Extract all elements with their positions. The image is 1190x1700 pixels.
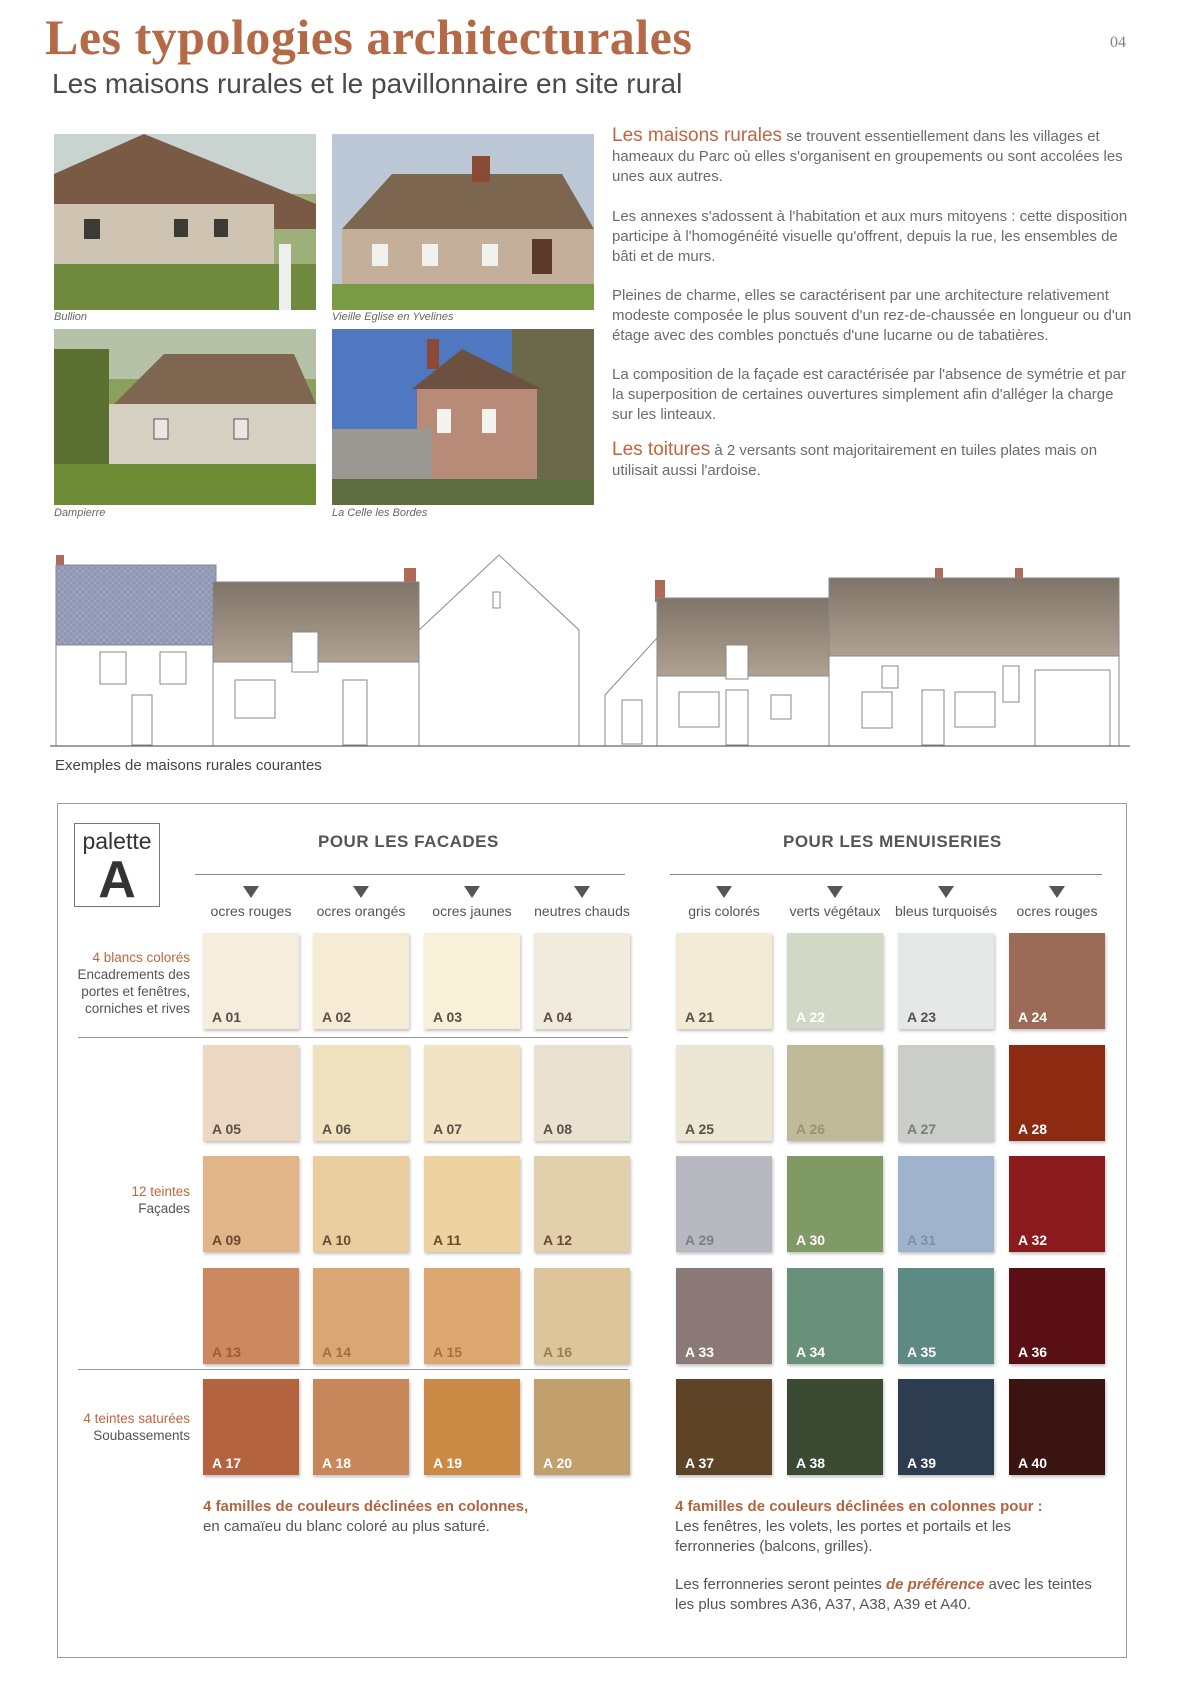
- color-swatch[interactable]: [1009, 933, 1105, 1029]
- column-header: bleus turquoisés: [895, 903, 997, 919]
- column-arrow-icon: [1049, 886, 1065, 898]
- swatch-code: A 20: [543, 1455, 573, 1471]
- column-header: ocres jaunes: [432, 903, 512, 919]
- column-header: neutres chauds: [534, 903, 630, 919]
- paragraph-text: à 2 versants sont majoritairement en tuiles plates mais on utilisait aussi l'ardoise.: [612, 442, 1098, 479]
- color-swatch[interactable]: [787, 933, 883, 1029]
- color-swatch[interactable]: [424, 933, 520, 1029]
- swatch-code: A 09: [212, 1232, 242, 1248]
- swatch-code: A 10: [322, 1232, 352, 1248]
- lead-toitures: Les toitures: [612, 439, 711, 460]
- note-body: en camaïeu du blanc coloré au plus saturé.: [203, 1518, 490, 1535]
- palette-word: palette: [82, 828, 152, 854]
- color-swatch[interactable]: [787, 1268, 883, 1364]
- color-swatch[interactable]: [203, 1379, 299, 1475]
- page-title: Les typologies architecturales: [45, 9, 693, 65]
- color-swatch[interactable]: [203, 1268, 299, 1364]
- swatch-code: A 06: [322, 1121, 352, 1137]
- color-swatch[interactable]: [534, 1268, 630, 1364]
- swatch-code: A 11: [433, 1232, 462, 1248]
- color-swatch[interactable]: [534, 1045, 630, 1141]
- paragraph-text: se trouvent essentiellement dans les villages et hameaux du Parc où elles s'organisent en groupements ou sont accolées les unes aux autres.: [612, 128, 1123, 185]
- color-swatch[interactable]: [534, 933, 630, 1029]
- swatch-code: A 04: [543, 1009, 573, 1025]
- color-swatch[interactable]: [898, 1379, 994, 1475]
- toitures-paragraph: [612, 440, 1132, 481]
- swatch-code: A 36: [1018, 1344, 1048, 1360]
- note-bold: 4 familles de couleurs déclinées en colonnes,: [203, 1498, 529, 1515]
- row-label-blancs: [62, 949, 190, 1017]
- swatch-code: A 19: [433, 1455, 463, 1471]
- swatch-code: A 31: [907, 1232, 937, 1248]
- column-arrow-icon: [574, 886, 590, 898]
- swatch-code: A 12: [543, 1232, 573, 1248]
- color-swatch[interactable]: [676, 1045, 772, 1141]
- swatch-code: A 34: [796, 1344, 826, 1360]
- swatch-code: A 25: [685, 1121, 715, 1137]
- row-label-saturees: [62, 1410, 190, 1444]
- composition-paragraph: La composition de la façade est caractérisée par l'absence de symétrie et par la superposition de certaines ouvertures simplement afin d'alléger la charge sur les linteaux.: [612, 366, 1126, 423]
- color-swatch[interactable]: [534, 1379, 630, 1475]
- row-group-desc: Façades: [138, 1201, 190, 1216]
- elevations-caption: Exemples de maisons rurales courantes: [55, 757, 322, 774]
- column-arrow-icon: [716, 886, 732, 898]
- page-subtitle: Les maisons rurales et le pavillonnaire en site rural: [52, 68, 683, 99]
- color-swatch[interactable]: [203, 1045, 299, 1141]
- color-swatch[interactable]: [1009, 1268, 1105, 1364]
- swatch-code: A 30: [796, 1232, 826, 1248]
- swatch-code: A 08: [543, 1121, 573, 1137]
- swatch-code: A 21: [685, 1009, 715, 1025]
- color-swatch[interactable]: [1009, 1379, 1105, 1475]
- swatch-code: A 35: [907, 1344, 937, 1360]
- swatch-code: A 13: [212, 1344, 242, 1360]
- photo-bullion: [54, 134, 316, 310]
- swatch-code: A 05: [212, 1121, 242, 1137]
- swatch-code: A 14: [322, 1344, 352, 1360]
- swatch-code: A 26: [796, 1121, 826, 1137]
- swatch-code: A 01: [212, 1009, 242, 1025]
- color-swatch[interactable]: [1009, 1156, 1105, 1252]
- color-swatch[interactable]: [676, 1156, 772, 1252]
- column-arrow-icon: [243, 886, 259, 898]
- page-number: 04: [1110, 34, 1126, 51]
- row-group-desc: Soubassements: [93, 1428, 190, 1443]
- color-swatch[interactable]: [203, 1156, 299, 1252]
- note-body: Les fenêtres, les volets, les portes et portails et les ferronneries (balcons, grilles).: [675, 1518, 1011, 1555]
- color-swatch[interactable]: [898, 1268, 994, 1364]
- menuiseries-note: [675, 1497, 1095, 1557]
- photo-caption: La Celle les Bordes: [332, 507, 428, 519]
- photo-vieille-eglise: [332, 134, 594, 310]
- color-swatch[interactable]: [424, 1268, 520, 1364]
- column-arrow-icon: [938, 886, 954, 898]
- color-swatch[interactable]: [313, 1379, 409, 1475]
- house-elevations-drawing: [50, 550, 1130, 750]
- note-text: Les ferronneries seront peintes: [675, 1576, 886, 1593]
- color-swatch[interactable]: [898, 933, 994, 1029]
- note-emphasis: de préférence: [885, 1576, 985, 1593]
- color-swatch[interactable]: [787, 1045, 883, 1141]
- row-group-title: 12 teintes: [131, 1184, 190, 1199]
- facades-heading: POUR LES FACADES: [318, 832, 499, 851]
- color-swatch[interactable]: [203, 933, 299, 1029]
- column-header: ocres rouges: [1016, 903, 1098, 919]
- annexes-paragraph: Les annexes s'adossent à l'habitation et aux murs mitoyens : cette disposition participe à l'homogénéité visuelle qu'offrent, depuis la rue, les ensembles de bâti et de murs.: [612, 208, 1128, 265]
- color-swatch[interactable]: [676, 1379, 772, 1475]
- ferronneries-note: [675, 1575, 1095, 1615]
- swatch-code: A 24: [1018, 1009, 1048, 1025]
- palette-letter: A: [98, 851, 136, 909]
- column-header: ocres rouges: [210, 903, 292, 919]
- facades-note: [203, 1497, 603, 1537]
- color-swatch[interactable]: [313, 1156, 409, 1252]
- color-swatch[interactable]: [676, 1268, 772, 1364]
- color-swatch[interactable]: [898, 1156, 994, 1252]
- column-header: verts végétaux: [789, 903, 881, 919]
- column-arrow-icon: [464, 886, 480, 898]
- color-swatch[interactable]: [676, 933, 772, 1029]
- charme-paragraph: Pleines de charme, elles se caractérisent par une architecture relativement modeste composée le plus souvent d'un rez-de-chaussée en longueur ou d'un étage avec des combles ponctués d'une lucarne ou de tabatières.: [612, 287, 1132, 344]
- note-bold: 4 familles de couleurs déclinées en colonnes pour :: [675, 1498, 1043, 1515]
- lead-maisons-rurales: Les maisons rurales: [612, 125, 783, 146]
- swatch-code: A 03: [433, 1009, 463, 1025]
- swatch-code: A 22: [796, 1009, 826, 1025]
- row-group-title: 4 blancs colorés: [92, 950, 190, 965]
- menuiseries-rule: [670, 874, 1102, 875]
- swatch-code: A 40: [1018, 1455, 1048, 1471]
- swatch-code: A 39: [907, 1455, 937, 1471]
- photo-caption: Dampierre: [54, 507, 106, 519]
- color-swatch[interactable]: [424, 1045, 520, 1141]
- swatch-code: A 16: [543, 1344, 573, 1360]
- swatch-code: A 18: [322, 1455, 352, 1471]
- photo-dampierre: [54, 329, 316, 505]
- note-text: avec les teintes les plus sombres A36, A37, A38, A39 et A40.: [675, 1576, 1092, 1613]
- color-swatch[interactable]: [424, 1379, 520, 1475]
- photo-la-celle: [332, 329, 594, 505]
- color-swatch[interactable]: [313, 1045, 409, 1141]
- swatch-code: A 33: [685, 1344, 715, 1360]
- column-header: ocres orangés: [316, 903, 406, 919]
- color-swatch[interactable]: [787, 1156, 883, 1252]
- swatch-code: A 17: [212, 1455, 242, 1471]
- color-swatch[interactable]: [898, 1045, 994, 1141]
- row-label-teintes: [62, 1183, 190, 1217]
- swatch-code: A 23: [907, 1009, 937, 1025]
- color-swatch[interactable]: [424, 1156, 520, 1252]
- photo-caption: Bullion: [54, 311, 88, 323]
- facades-rule: [195, 874, 625, 875]
- row-group-desc: Encadrements des portes et fenêtres, corniches et rives: [77, 967, 190, 1016]
- row-group-title: 4 teintes saturées: [83, 1411, 190, 1426]
- swatch-code: A 27: [907, 1121, 937, 1137]
- row-divider: [78, 1037, 628, 1038]
- swatch-code: A 38: [796, 1455, 826, 1471]
- color-swatch[interactable]: [787, 1379, 883, 1475]
- color-swatch[interactable]: [1009, 1045, 1105, 1141]
- color-swatch[interactable]: [313, 1268, 409, 1364]
- photo-caption: Vieille Eglise en Yvelines: [332, 311, 454, 323]
- palette-label-box: [74, 823, 160, 907]
- color-swatch[interactable]: [313, 933, 409, 1029]
- swatch-code: A 32: [1018, 1232, 1048, 1248]
- intro-paragraph: [612, 126, 1132, 187]
- column-arrow-icon: [827, 886, 843, 898]
- swatch-code: A 29: [685, 1232, 715, 1248]
- menuiseries-heading: POUR LES MENUISERIES: [783, 832, 1002, 851]
- swatch-code: A 28: [1018, 1121, 1048, 1137]
- swatch-code: A 02: [322, 1009, 352, 1025]
- column-header: gris colorés: [688, 903, 760, 919]
- swatch-code: A 37: [685, 1455, 715, 1471]
- color-swatch[interactable]: [534, 1156, 630, 1252]
- column-arrow-icon: [353, 886, 369, 898]
- row-divider: [78, 1369, 628, 1370]
- swatch-code: A 07: [433, 1121, 463, 1137]
- swatch-code: A 15: [433, 1344, 463, 1360]
